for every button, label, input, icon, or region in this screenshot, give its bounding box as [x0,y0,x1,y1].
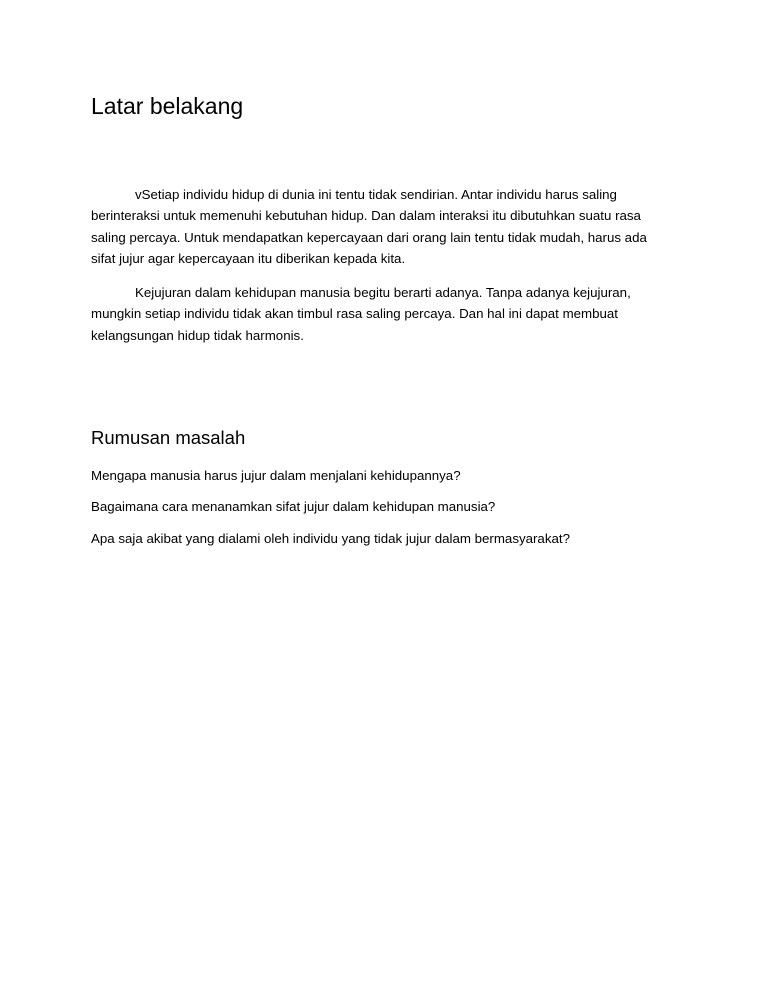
paragraph-line: saling percaya. Untuk mendapatkan kepercayaan dari orang lain tentu tidak mudah, harus ada [91,229,647,245]
paragraph-background-1 [91,184,671,269]
paragraph-line: Kejujuran dalam kehidupan manusia begitu berarti adanya. Tanpa adanya kejujuran, [135,285,631,300]
question-item: Mengapa manusia harus jujur dalam menjalani kehidupannya? [91,468,461,483]
section-heading-rumusan-masalah: Rumusan masalah [91,427,246,448]
paragraph-line: kelangsungan hidup tidak harmonis. [91,327,304,343]
paragraph-line: sifat jujur agar kepercayaan itu diberikan kepada kita. [91,250,406,266]
paragraph-line: vSetiap individu hidup di dunia ini tentu tidak sendirian. Antar individu harus saling [135,187,617,202]
paragraph-background-2 [91,282,671,346]
question-item: Bagaimana cara menanamkan sifat jujur dalam kehidupan manusia? [91,499,496,514]
section-heading-latar-belakang: Latar belakang [91,93,244,119]
question-item: Apa saja akibat yang dialami oleh individu yang tidak jujur dalam bermasyarakat? [91,531,570,546]
paragraph-line: berinteraksi untuk memenuhi kebutuhan hidup. Dan dalam interaksi itu dibutuhkan suatu rasa [91,208,641,224]
paragraph-line: mungkin setiap individu tidak akan timbul rasa saling percaya. Dan hal ini dapat membuat [91,306,618,322]
